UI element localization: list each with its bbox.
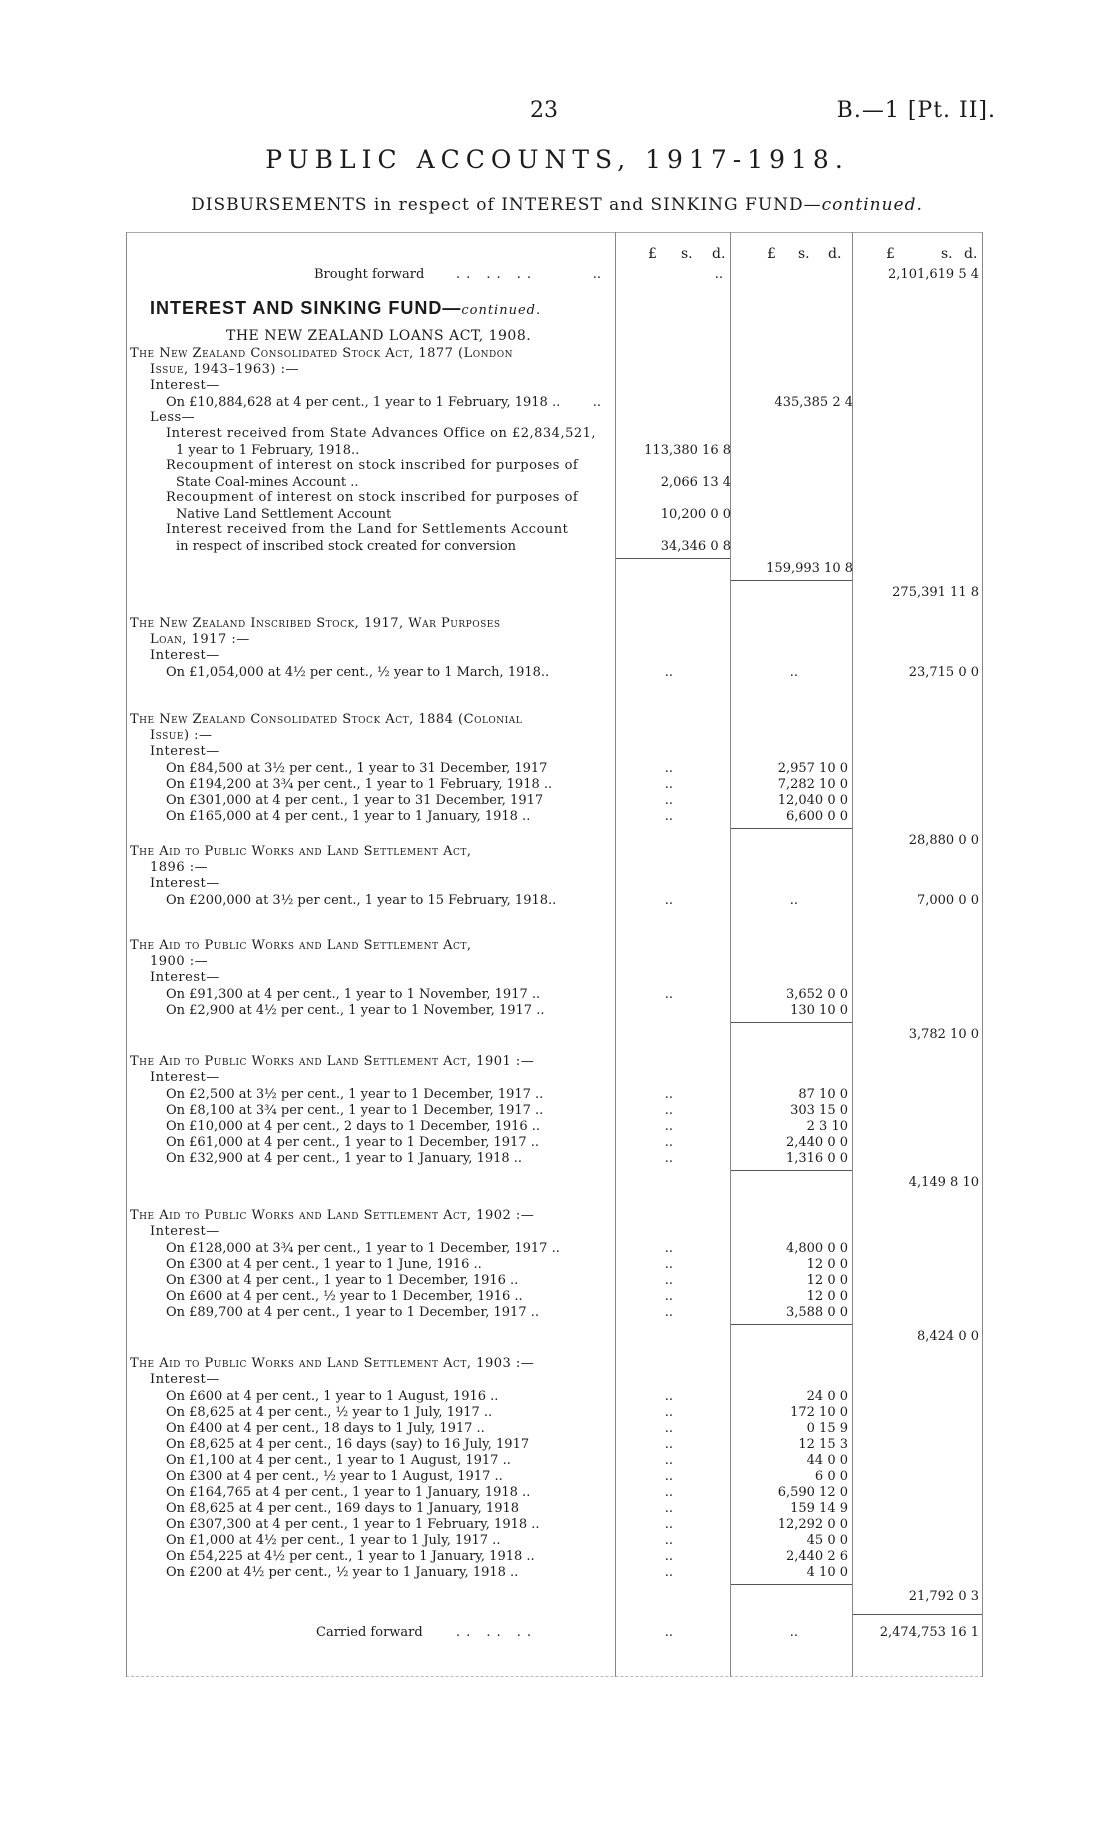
col2-value: 6,600 0 0 bbox=[785, 809, 848, 824]
col1-value: .. bbox=[664, 1135, 673, 1150]
col2-value: 2,440 2 6 bbox=[785, 1549, 848, 1564]
col2-value: 3,588 0 0 bbox=[785, 1305, 848, 1320]
row-description: On £600 at 4 per cent., 1 year to 1 August, 1916 .. bbox=[166, 1389, 499, 1404]
interest-label: Interest— bbox=[150, 970, 220, 985]
row-description: On £600 at 4 per cent., ½ year to 1 December, 1916 .. bbox=[166, 1289, 523, 1304]
col2-pounds-header: £ bbox=[767, 246, 776, 262]
subtotal-rule bbox=[731, 580, 852, 581]
col2-value: 2,957 10 0 bbox=[777, 761, 848, 776]
col2-value: 1,316 0 0 bbox=[785, 1151, 848, 1166]
col2-value: 87 10 0 bbox=[798, 1087, 848, 1102]
col1-value: .. bbox=[664, 1119, 673, 1134]
col2-value: .. bbox=[789, 665, 798, 680]
carried-forward-label: Carried forward bbox=[316, 1625, 423, 1640]
col2-value: 24 0 0 bbox=[806, 1389, 848, 1404]
table-bottom-rule bbox=[126, 1676, 983, 1677]
subtotal-rule bbox=[731, 1022, 852, 1023]
col1-value: .. bbox=[664, 1501, 673, 1516]
subtotal-rule bbox=[731, 1170, 852, 1171]
row-description: On £200,000 at 3½ per cent., 1 year to 15 February, 1918.. bbox=[166, 893, 557, 908]
row-description: On £2,500 at 3½ per cent., 1 year to 1 December, 1917 .. bbox=[166, 1087, 544, 1102]
row-description: On £1,054,000 at 4½ per cent., ½ year to 1 March, 1918.. bbox=[166, 665, 550, 680]
col3-value: 2,474,753 16 1 bbox=[879, 1625, 979, 1640]
row-description: On £128,000 at 3¾ per cent., 1 year to 1 December, 1917 .. bbox=[166, 1241, 560, 1256]
col2-value: 159 14 9 bbox=[790, 1501, 848, 1516]
col2-value: 2,440 0 0 bbox=[785, 1135, 848, 1150]
row-description: On £8,625 at 4 per cent., 16 days (say) to 16 July, 1917 bbox=[166, 1437, 530, 1452]
carried-forward-row bbox=[126, 1624, 983, 1642]
block-title: 1900 :— bbox=[150, 954, 209, 969]
col1-value: .. bbox=[592, 267, 601, 282]
col3-pence-header: d. bbox=[964, 246, 978, 262]
page-header bbox=[0, 98, 1114, 128]
row-description: On £300 at 4 per cent., 1 year to 1 December, 1916 .. bbox=[166, 1273, 519, 1288]
row-description: 1 year to 1 February, 1918.. bbox=[176, 443, 360, 458]
row-description: Recoupment of interest on stock inscribed for purposes of bbox=[166, 458, 579, 473]
col2-value: 303 15 0 bbox=[790, 1103, 848, 1118]
col1-value: .. bbox=[664, 1273, 673, 1288]
interest-label: Interest— bbox=[150, 1070, 220, 1085]
brought-forward-label: Brought forward bbox=[314, 267, 425, 282]
col1-value: .. bbox=[664, 1421, 673, 1436]
col2-value: 4,800 0 0 bbox=[785, 1241, 848, 1256]
leader-dots: .. .. .. bbox=[456, 267, 538, 282]
col2-value: 172 10 0 bbox=[790, 1405, 848, 1420]
block-title: The New Zealand Consolidated Stock Act, 1877 (London bbox=[130, 346, 513, 361]
row-description: On £300 at 4 per cent., ½ year to 1 August, 1917 .. bbox=[166, 1469, 503, 1484]
row-description: Interest received from the Land for Settlements Account bbox=[166, 522, 569, 537]
block-title: Loan, 1917 :— bbox=[150, 632, 250, 647]
block-title: The Aid to Public Works and Land Settlement Act, bbox=[130, 844, 472, 859]
col2-value: 159,993 10 8 bbox=[766, 561, 853, 576]
interest-label: Interest— bbox=[150, 744, 220, 759]
col1-value: .. bbox=[664, 1549, 673, 1564]
subtitle-main: DISBURSEMENTS in respect of INTEREST and SINKING FUND— bbox=[191, 195, 822, 215]
row-description: On £10,884,628 at 4 per cent., 1 year to 1 February, 1918 .. bbox=[166, 395, 561, 410]
col2-value: 6 0 0 bbox=[814, 1469, 848, 1484]
col3-value: 4,149 8 10 bbox=[908, 1175, 979, 1190]
col3-value: 8,424 0 0 bbox=[916, 1329, 979, 1344]
row-description: On £300 at 4 per cent., 1 year to 1 June, 1916 .. bbox=[166, 1257, 482, 1272]
row-description: On £8,625 at 4 per cent., 169 days to 1 January, 1918 bbox=[166, 1501, 520, 1516]
col1-value: .. bbox=[664, 1151, 673, 1166]
row-description: On £91,300 at 4 per cent., 1 year to 1 November, 1917 .. bbox=[166, 987, 541, 1002]
col3-value: 2,101,619 5 4 bbox=[888, 267, 979, 282]
col2-shillings-header: s. bbox=[798, 246, 810, 262]
col3-value: 28,880 0 0 bbox=[908, 833, 979, 848]
interest-label: Interest— bbox=[150, 378, 220, 393]
table-row bbox=[126, 538, 983, 556]
table-row bbox=[126, 808, 983, 826]
row-description: On £2,900 at 4½ per cent., 1 year to 1 November, 1917 .. bbox=[166, 1003, 545, 1018]
col2-value: 12 0 0 bbox=[806, 1257, 848, 1272]
col1-value: .. bbox=[664, 893, 673, 908]
row-description: On £164,765 at 4 per cent., 1 year to 1 January, 1918 .. bbox=[166, 1485, 531, 1500]
interest-label: Interest— bbox=[150, 1224, 220, 1239]
subtotal-rule bbox=[731, 1324, 852, 1325]
col1-value: .. bbox=[664, 1625, 673, 1640]
col1-value: .. bbox=[664, 1241, 673, 1256]
row-description: On £307,300 at 4 per cent., 1 year to 1 February, 1918 .. bbox=[166, 1517, 540, 1532]
col3-shillings-header: s. bbox=[941, 246, 953, 262]
accounts-table bbox=[126, 232, 983, 1677]
col1-value: .. bbox=[664, 777, 673, 792]
col1-value: .. bbox=[664, 665, 673, 680]
col3-value: 7,000 0 0 bbox=[916, 893, 979, 908]
table-row bbox=[126, 1328, 983, 1346]
subtotal-rule bbox=[616, 558, 730, 559]
row-description: On £84,500 at 3½ per cent., 1 year to 31 December, 1917 bbox=[166, 761, 548, 776]
col2-value: 3,652 0 0 bbox=[785, 987, 848, 1002]
subtotal-rule bbox=[731, 1584, 852, 1585]
col1-value: .. bbox=[664, 1565, 673, 1580]
table-row bbox=[126, 1026, 983, 1044]
row-description: On £400 at 4 per cent., 18 days to 1 July, 1917 .. bbox=[166, 1421, 485, 1436]
col2-value: 435,385 2 4 bbox=[774, 395, 853, 410]
document-reference: B.—1 [Pt. II]. bbox=[836, 98, 996, 123]
col2-value: .. bbox=[789, 1625, 798, 1640]
row-description: Recoupment of interest on stock inscribed for purposes of bbox=[166, 490, 579, 505]
leader-dots: .. .. .. bbox=[456, 1625, 538, 1640]
col2-value: 45 0 0 bbox=[806, 1533, 848, 1548]
block-title: The New Zealand Consolidated Stock Act, 1884 (Colonial bbox=[130, 712, 523, 727]
less-label: Less— bbox=[150, 410, 196, 425]
table-row bbox=[126, 394, 983, 412]
col1-value: .. bbox=[664, 987, 673, 1002]
block-title: Issue) :— bbox=[150, 728, 213, 743]
col1-value: .. bbox=[664, 1389, 673, 1404]
col1-value: .. bbox=[664, 1437, 673, 1452]
col1-pounds-header: £ bbox=[648, 246, 657, 262]
row-description: Interest received from State Advances Office on £2,834,521, bbox=[166, 426, 597, 441]
col1-value: .. bbox=[664, 793, 673, 808]
col1-value: .. bbox=[664, 1533, 673, 1548]
interest-label: Interest— bbox=[150, 1372, 220, 1387]
row-description: On £194,200 at 3¾ per cent., 1 year to 1 February, 1918 .. bbox=[166, 777, 553, 792]
col1-shillings-header: s. bbox=[681, 246, 693, 262]
col1-value: .. bbox=[664, 1305, 673, 1320]
table-row bbox=[126, 1002, 983, 1020]
col1-value: 113,380 16 8 bbox=[644, 443, 731, 458]
act-heading: THE NEW ZEALAND LOANS ACT, 1908. bbox=[226, 328, 532, 344]
col3-value: 23,715 0 0 bbox=[908, 665, 979, 680]
col1-value: .. bbox=[664, 1257, 673, 1272]
row-description: On £301,000 at 4 per cent., 1 year to 31 December, 1917 bbox=[166, 793, 544, 808]
col2-value: 12,292 0 0 bbox=[777, 1517, 848, 1532]
subtotal-rule bbox=[731, 828, 852, 829]
col1-value: .. bbox=[664, 1485, 673, 1500]
col2-value: 0 15 9 bbox=[806, 1421, 848, 1436]
row-description: in respect of inscribed stock created for conversion bbox=[176, 539, 517, 554]
table-row bbox=[126, 664, 983, 682]
row-description: On £89,700 at 4 per cent., 1 year to 1 December, 1917 .. bbox=[166, 1305, 539, 1320]
col1-value: .. bbox=[664, 1087, 673, 1102]
col1-value: .. bbox=[592, 395, 601, 410]
table-row bbox=[126, 584, 983, 602]
row-description: On £1,100 at 4 per cent., 1 year to 1 August, 1917 .. bbox=[166, 1453, 511, 1468]
section-heading-italic: continued. bbox=[461, 303, 542, 318]
col2-value: 12 0 0 bbox=[806, 1289, 848, 1304]
table-top-rule bbox=[126, 232, 983, 233]
page-subtitle bbox=[0, 195, 1114, 215]
table-row bbox=[126, 1564, 983, 1582]
col3-value: 21,792 0 3 bbox=[908, 1589, 979, 1604]
col1-value: 10,200 0 0 bbox=[660, 507, 731, 522]
row-description: State Coal-mines Account .. bbox=[176, 475, 359, 490]
table-row bbox=[126, 560, 983, 578]
table-row bbox=[126, 1174, 983, 1192]
row-description: On £1,000 at 4½ per cent., 1 year to 1 July, 1917 .. bbox=[166, 1533, 501, 1548]
col2-value: 12,040 0 0 bbox=[777, 793, 848, 808]
row-description: On £200 at 4½ per cent., ½ year to 1 January, 1918 .. bbox=[166, 1565, 519, 1580]
col2-value: .. bbox=[789, 893, 798, 908]
col1-pence-header: d. bbox=[712, 246, 726, 262]
row-description: On £165,000 at 4 per cent., 1 year to 1 January, 1918 .. bbox=[166, 809, 531, 824]
table-row bbox=[126, 1304, 983, 1322]
block-title: The Aid to Public Works and Land Settlement Act, 1901 :— bbox=[130, 1054, 535, 1069]
col2-value: 4 10 0 bbox=[806, 1565, 848, 1580]
col2-value: 7,282 10 0 bbox=[777, 777, 848, 792]
section-heading bbox=[150, 298, 541, 319]
subtitle-italic: continued. bbox=[821, 195, 923, 215]
block-title: The Aid to Public Works and Land Settlement Act, bbox=[130, 938, 472, 953]
row-description: On £10,000 at 4 per cent., 2 days to 1 December, 1916 .. bbox=[166, 1119, 541, 1134]
total-rule bbox=[853, 1614, 982, 1615]
row-description: On £61,000 at 4 per cent., 1 year to 1 December, 1917 .. bbox=[166, 1135, 539, 1150]
col3-value: 3,782 10 0 bbox=[908, 1027, 979, 1042]
col1-value: .. bbox=[664, 1103, 673, 1118]
col2-value: 130 10 0 bbox=[790, 1003, 848, 1018]
block-title: 1896 :— bbox=[150, 860, 209, 875]
col2-pence-header: d. bbox=[828, 246, 842, 262]
row-description: On £32,900 at 4 per cent., 1 year to 1 January, 1918 .. bbox=[166, 1151, 523, 1166]
table-row bbox=[126, 892, 983, 910]
block-title: The Aid to Public Works and Land Settlement Act, 1903 :— bbox=[130, 1356, 535, 1371]
block-title: The New Zealand Inscribed Stock, 1917, War Purposes bbox=[130, 616, 501, 631]
brought-forward-row bbox=[126, 266, 983, 284]
row-description: On £8,100 at 3¾ per cent., 1 year to 1 December, 1917 .. bbox=[166, 1103, 544, 1118]
block-title: The Aid to Public Works and Land Settlement Act, 1902 :— bbox=[130, 1208, 535, 1223]
col1-value: .. bbox=[664, 761, 673, 776]
col1-value: .. bbox=[664, 1405, 673, 1420]
interest-label: Interest— bbox=[150, 876, 220, 891]
col1-value: 34,346 0 8 bbox=[660, 539, 731, 554]
col2-value: 44 0 0 bbox=[806, 1453, 848, 1468]
page-number: 23 bbox=[530, 98, 558, 123]
row-description: On £54,225 at 4½ per cent., 1 year to 1 January, 1918 .. bbox=[166, 1549, 535, 1564]
col1-value: .. bbox=[664, 809, 673, 824]
col3-pounds-header: £ bbox=[886, 246, 895, 262]
col1-value: 2,066 13 4 bbox=[660, 475, 731, 490]
interest-label: Interest— bbox=[150, 648, 220, 663]
row-description: On £8,625 at 4 per cent., ½ year to 1 July, 1917 .. bbox=[166, 1405, 493, 1420]
table-row bbox=[126, 1588, 983, 1606]
page-title: PUBLIC ACCOUNTS, 1917-1918. bbox=[265, 145, 849, 174]
col2-value: 2 3 10 bbox=[806, 1119, 848, 1134]
col2-value: 6,590 12 0 bbox=[777, 1485, 848, 1500]
row-description: Native Land Settlement Account bbox=[176, 507, 392, 522]
col3-value: 275,391 11 8 bbox=[892, 585, 979, 600]
table-row bbox=[126, 1150, 983, 1168]
section-heading-main: INTEREST AND SINKING FUND— bbox=[150, 298, 462, 318]
col1-value: .. bbox=[664, 1453, 673, 1468]
col1-value: .. bbox=[664, 1517, 673, 1532]
block-title: Issue, 1943–1963) :— bbox=[150, 362, 299, 377]
col2-value: 12 15 3 bbox=[798, 1437, 848, 1452]
col2-value: 12 0 0 bbox=[806, 1273, 848, 1288]
col1-value: .. bbox=[664, 1289, 673, 1304]
col2-value: .. bbox=[714, 267, 723, 282]
col1-value: .. bbox=[664, 1469, 673, 1484]
